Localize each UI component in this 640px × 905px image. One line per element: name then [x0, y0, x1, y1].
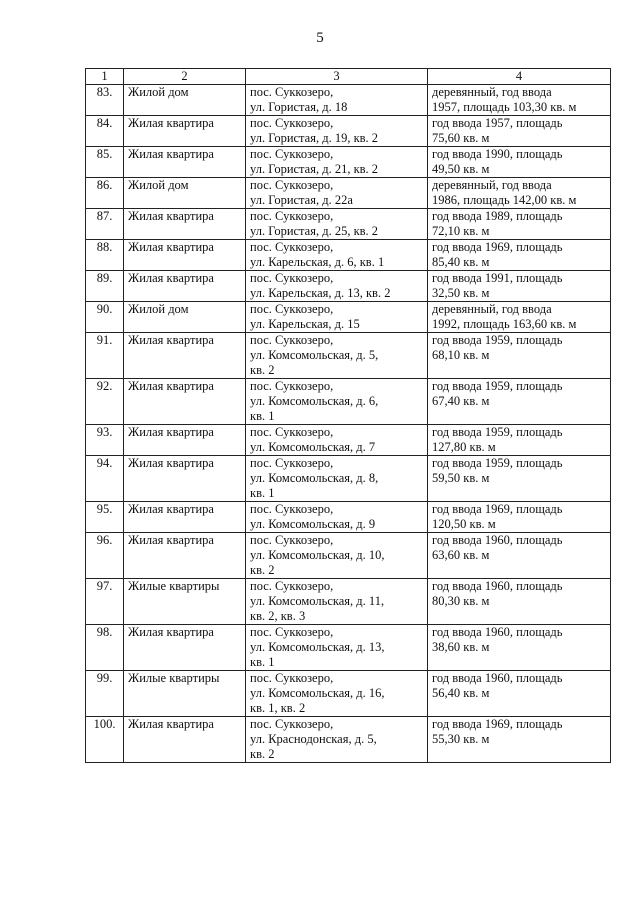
object-details	[428, 717, 611, 763]
object-type: Жилой дом	[124, 302, 246, 333]
row-number: 93.	[86, 425, 124, 456]
address-line: кв. 2	[250, 563, 275, 577]
table-row	[86, 379, 611, 425]
details-line: год ввода 1991, площадь	[432, 271, 563, 285]
address-line: ул. Гористая, д. 19, кв. 2	[250, 131, 379, 145]
address-line: пос. Суккозеро,	[250, 271, 334, 285]
details-line: год ввода 1990, площадь	[432, 147, 563, 161]
row-number: 90.	[86, 302, 124, 333]
table-row	[86, 425, 611, 456]
details-line: 80,30 кв. м	[432, 594, 490, 608]
details-line: 38,60 кв. м	[432, 640, 490, 654]
object-type: Жилая квартира	[124, 209, 246, 240]
details-line: год ввода 1959, площадь	[432, 333, 563, 347]
object-details	[428, 302, 611, 333]
object-details	[428, 625, 611, 671]
address-line: пос. Суккозеро,	[250, 209, 334, 223]
table-row	[86, 116, 611, 147]
details-line: 1992, площадь 163,60 кв. м	[432, 317, 577, 331]
row-number: 96.	[86, 533, 124, 579]
address-line: ул. Комсомольская, д. 9	[250, 517, 376, 531]
header-cell-2: 2	[124, 69, 246, 85]
details-line: 120,50 кв. м	[432, 517, 496, 531]
address-line: пос. Суккозеро,	[250, 425, 334, 439]
address-line: пос. Суккозеро,	[250, 178, 334, 192]
address-line: кв. 1	[250, 486, 275, 500]
address-line: пос. Суккозеро,	[250, 85, 334, 99]
table-row	[86, 579, 611, 625]
details-line: 49,50 кв. м	[432, 162, 490, 176]
address-line: пос. Суккозеро,	[250, 625, 334, 639]
details-line: год ввода 1960, площадь	[432, 671, 563, 685]
object-type: Жилая квартира	[124, 333, 246, 379]
object-details	[428, 502, 611, 533]
object-details	[428, 579, 611, 625]
address-line: пос. Суккозеро,	[250, 717, 334, 731]
address-line: пос. Суккозеро,	[250, 302, 334, 316]
details-line: 72,10 кв. м	[432, 224, 490, 238]
address-line: ул. Карельская, д. 6, кв. 1	[250, 255, 385, 269]
row-number: 83.	[86, 85, 124, 116]
object-details	[428, 333, 611, 379]
object-type: Жилая квартира	[124, 271, 246, 302]
address-line: пос. Суккозеро,	[250, 533, 334, 547]
row-number: 98.	[86, 625, 124, 671]
details-line: год ввода 1960, площадь	[432, 625, 563, 639]
address-line: ул. Комсомольская, д. 5,	[250, 348, 379, 362]
object-details	[428, 85, 611, 116]
object-type: Жилая квартира	[124, 456, 246, 502]
object-details	[428, 147, 611, 178]
property-table	[85, 68, 611, 763]
table-row	[86, 302, 611, 333]
table-row	[86, 333, 611, 379]
object-details	[428, 456, 611, 502]
object-address	[246, 425, 428, 456]
details-line: год ввода 1989, площадь	[432, 209, 563, 223]
object-address	[246, 240, 428, 271]
address-line: ул. Карельская, д. 15	[250, 317, 360, 331]
object-type: Жилые квартиры	[124, 671, 246, 717]
object-type: Жилая квартира	[124, 717, 246, 763]
object-address	[246, 302, 428, 333]
header-cell-1: 1	[86, 69, 124, 85]
address-line: пос. Суккозеро,	[250, 456, 334, 470]
table-body	[86, 85, 611, 763]
address-line: пос. Суккозеро,	[250, 671, 334, 685]
object-address	[246, 178, 428, 209]
object-type: Жилые квартиры	[124, 579, 246, 625]
object-type: Жилой дом	[124, 178, 246, 209]
details-line: 1986, площадь 142,00 кв. м	[432, 193, 577, 207]
details-line: год ввода 1969, площадь	[432, 240, 563, 254]
row-number: 99.	[86, 671, 124, 717]
address-line: пос. Суккозеро,	[250, 579, 334, 593]
details-line: год ввода 1959, площадь	[432, 456, 563, 470]
details-line: 32,50 кв. м	[432, 286, 490, 300]
object-address	[246, 116, 428, 147]
header-cell-3: 3	[246, 69, 428, 85]
object-type: Жилая квартира	[124, 502, 246, 533]
address-line: ул. Гористая, д. 21, кв. 2	[250, 162, 379, 176]
address-line: пос. Суккозеро,	[250, 116, 334, 130]
address-line: ул. Комсомольская, д. 11,	[250, 594, 385, 608]
row-number: 88.	[86, 240, 124, 271]
object-address	[246, 456, 428, 502]
object-details	[428, 240, 611, 271]
table-row	[86, 533, 611, 579]
object-type: Жилая квартира	[124, 625, 246, 671]
details-line: деревянный, год ввода	[432, 178, 552, 192]
object-address	[246, 209, 428, 240]
address-line: кв. 1, кв. 2	[250, 701, 306, 715]
object-address	[246, 579, 428, 625]
address-line: кв. 2	[250, 747, 275, 761]
row-number: 89.	[86, 271, 124, 302]
object-address	[246, 147, 428, 178]
row-number: 91.	[86, 333, 124, 379]
details-line: 68,10 кв. м	[432, 348, 490, 362]
table-row	[86, 178, 611, 209]
table-row	[86, 209, 611, 240]
row-number: 97.	[86, 579, 124, 625]
address-line: кв. 2, кв. 3	[250, 609, 306, 623]
address-line: ул. Комсомольская, д. 7	[250, 440, 376, 454]
object-type: Жилая квартира	[124, 425, 246, 456]
address-line: пос. Суккозеро,	[250, 240, 334, 254]
object-details	[428, 116, 611, 147]
object-details	[428, 209, 611, 240]
address-line: пос. Суккозеро,	[250, 502, 334, 516]
table-row	[86, 147, 611, 178]
page-number: 5	[316, 30, 324, 46]
address-line: ул. Комсомольская, д. 8,	[250, 471, 379, 485]
row-number: 86.	[86, 178, 124, 209]
address-line: ул. Комсомольская, д. 13,	[250, 640, 385, 654]
address-line: пос. Суккозеро,	[250, 333, 334, 347]
details-line: деревянный, год ввода	[432, 302, 552, 316]
table-row	[86, 85, 611, 116]
address-line: кв. 2	[250, 363, 275, 377]
details-line: год ввода 1960, площадь	[432, 579, 563, 593]
object-type: Жилая квартира	[124, 116, 246, 147]
object-details	[428, 379, 611, 425]
table-row	[86, 240, 611, 271]
details-line: 59,50 кв. м	[432, 471, 490, 485]
header-row	[86, 69, 611, 85]
details-line: 85,40 кв. м	[432, 255, 490, 269]
address-line: ул. Комсомольская, д. 6,	[250, 394, 379, 408]
address-line: ул. Краснодонская, д. 5,	[250, 732, 377, 746]
object-address	[246, 85, 428, 116]
row-number: 94.	[86, 456, 124, 502]
table-row	[86, 502, 611, 533]
header-cell-4: 4	[428, 69, 611, 85]
details-line: 67,40 кв. м	[432, 394, 490, 408]
object-details	[428, 425, 611, 456]
object-type: Жилая квартира	[124, 240, 246, 271]
object-details	[428, 271, 611, 302]
table-row	[86, 671, 611, 717]
row-number: 100.	[86, 717, 124, 763]
table-row	[86, 456, 611, 502]
details-line: год ввода 1969, площадь	[432, 717, 563, 731]
row-number: 92.	[86, 379, 124, 425]
address-line: ул. Гористая, д. 18	[250, 100, 348, 114]
address-line: пос. Суккозеро,	[250, 379, 334, 393]
details-line: деревянный, год ввода	[432, 85, 552, 99]
row-number: 85.	[86, 147, 124, 178]
details-line: 56,40 кв. м	[432, 686, 490, 700]
details-line: год ввода 1960, площадь	[432, 533, 563, 547]
table-row	[86, 625, 611, 671]
details-line: 1957, площадь 103,30 кв. м	[432, 100, 577, 114]
row-number: 95.	[86, 502, 124, 533]
address-line: ул. Гористая, д. 25, кв. 2	[250, 224, 379, 238]
details-line: 55,30 кв. м	[432, 732, 490, 746]
object-type: Жилая квартира	[124, 379, 246, 425]
row-number: 87.	[86, 209, 124, 240]
object-details	[428, 533, 611, 579]
address-line: ул. Комсомольская, д. 16,	[250, 686, 385, 700]
object-address	[246, 333, 428, 379]
object-type: Жилая квартира	[124, 147, 246, 178]
row-number: 84.	[86, 116, 124, 147]
object-address	[246, 717, 428, 763]
object-type: Жилой дом	[124, 85, 246, 116]
address-line: ул. Комсомольская, д. 10,	[250, 548, 385, 562]
address-line: кв. 1	[250, 655, 275, 669]
table-row	[86, 271, 611, 302]
details-line: 63,60 кв. м	[432, 548, 490, 562]
details-line: 127,80 кв. м	[432, 440, 496, 454]
details-line: год ввода 1959, площадь	[432, 379, 563, 393]
object-address	[246, 533, 428, 579]
address-line: кв. 1	[250, 409, 275, 423]
details-line: год ввода 1957, площадь	[432, 116, 563, 130]
details-line: год ввода 1969, площадь	[432, 502, 563, 516]
address-line: ул. Карельская, д. 13, кв. 2	[250, 286, 391, 300]
object-address	[246, 671, 428, 717]
details-line: год ввода 1959, площадь	[432, 425, 563, 439]
address-line: пос. Суккозеро,	[250, 147, 334, 161]
object-details	[428, 671, 611, 717]
object-address	[246, 271, 428, 302]
details-line: 75,60 кв. м	[432, 131, 490, 145]
object-address	[246, 625, 428, 671]
address-line: ул. Гористая, д. 22а	[250, 193, 353, 207]
object-address	[246, 379, 428, 425]
object-details	[428, 178, 611, 209]
object-address	[246, 502, 428, 533]
table-row	[86, 717, 611, 763]
object-type: Жилая квартира	[124, 533, 246, 579]
